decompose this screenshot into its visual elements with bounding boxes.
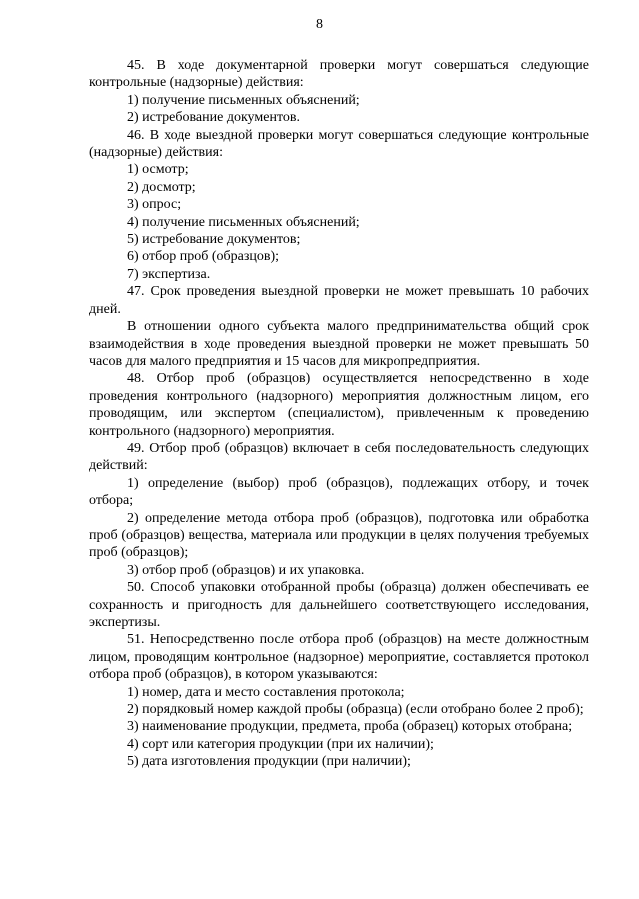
- paragraph-50: 50. Способ упаковки отобранной пробы (образца) должен обеспечивать ее сохранность и пригодность для дальнейшего соответствующего исследования, экспертизы.: [89, 580, 589, 630]
- list-item: 1) осмотр;: [127, 162, 189, 178]
- list-item: 3) опрос;: [127, 197, 182, 213]
- list-item: 5) истребование документов;: [127, 232, 301, 248]
- list-item: 2) досмотр;: [127, 179, 196, 195]
- list-item: 2) истребование документов.: [127, 110, 300, 126]
- paragraph-47: 47. Срок проведения выездной проверки не может превышать 10 рабочих дней.: [89, 284, 589, 317]
- list-item: 1) получение письменных объяснений;: [127, 92, 360, 108]
- paragraph-47-note: В отношении одного субъекта малого предпринимательства общий срок взаимодействия в ходе проведения выездной проверки не может превышать 50 часов для малого предприятия и 15 часов для микропредприятия.: [89, 319, 589, 369]
- list-item: 3) наименование продукции, предмета, проба (образец) которых отобрана;: [127, 719, 573, 735]
- list-item: 7) экспертиза.: [127, 266, 211, 282]
- list-item: 2) порядковый номер каждой пробы (образца) (если отобрано более 2 проб);: [127, 702, 584, 718]
- list-item: 5) дата изготовления продукции (при наличии);: [127, 754, 411, 770]
- paragraph-51: 51. Непосредственно после отбора проб (образцов) на месте должностным лицом, проводящим контрольное (надзорное) мероприятие, составляется протокол отбора проб (образцов), в котором указываются:: [89, 632, 589, 683]
- list-item: 2) определение метода отбора проб (образцов), подготовка или обработка проб (образцов) вещества, материала или продукции в целях получения требуемых проб (образцов);: [89, 510, 589, 561]
- list-item: 1) номер, дата и место составления протокола;: [127, 684, 405, 700]
- document-body: [89, 57, 589, 771]
- paragraph-49: 49. Отбор проб (образцов) включает в себя последовательность следующих действий:: [89, 440, 589, 474]
- paragraph-45: 45. В ходе документарной проверки могут совершаться следующие контрольные (надзорные) действия:: [89, 58, 589, 91]
- list-item: 4) получение письменных объяснений;: [127, 214, 360, 230]
- paragraph-48: 48. Отбор проб (образцов) осуществляется непосредственно в ходе проведения контрольного (надзорного) мероприятия должностным лицом, его проводящим, или экспертом (специалистом), привлеченным к проведению контрольного (надзорного) мероприятия.: [89, 371, 589, 439]
- page-number: 8: [316, 17, 323, 32]
- list-item: 6) отбор проб (образцов);: [127, 249, 280, 265]
- list-item: 4) сорт или категория продукции (при их наличии);: [127, 736, 434, 752]
- list-item: 1) определение (выбор) проб (образцов), подлежащих отбору, и точек отбора;: [89, 475, 589, 509]
- paragraph-46: 46. В ходе выездной проверки могут совершаться следующие контрольные (надзорные) действия:: [89, 127, 589, 161]
- list-item: 3) отбор проб (образцов) и их упаковка.: [127, 562, 365, 578]
